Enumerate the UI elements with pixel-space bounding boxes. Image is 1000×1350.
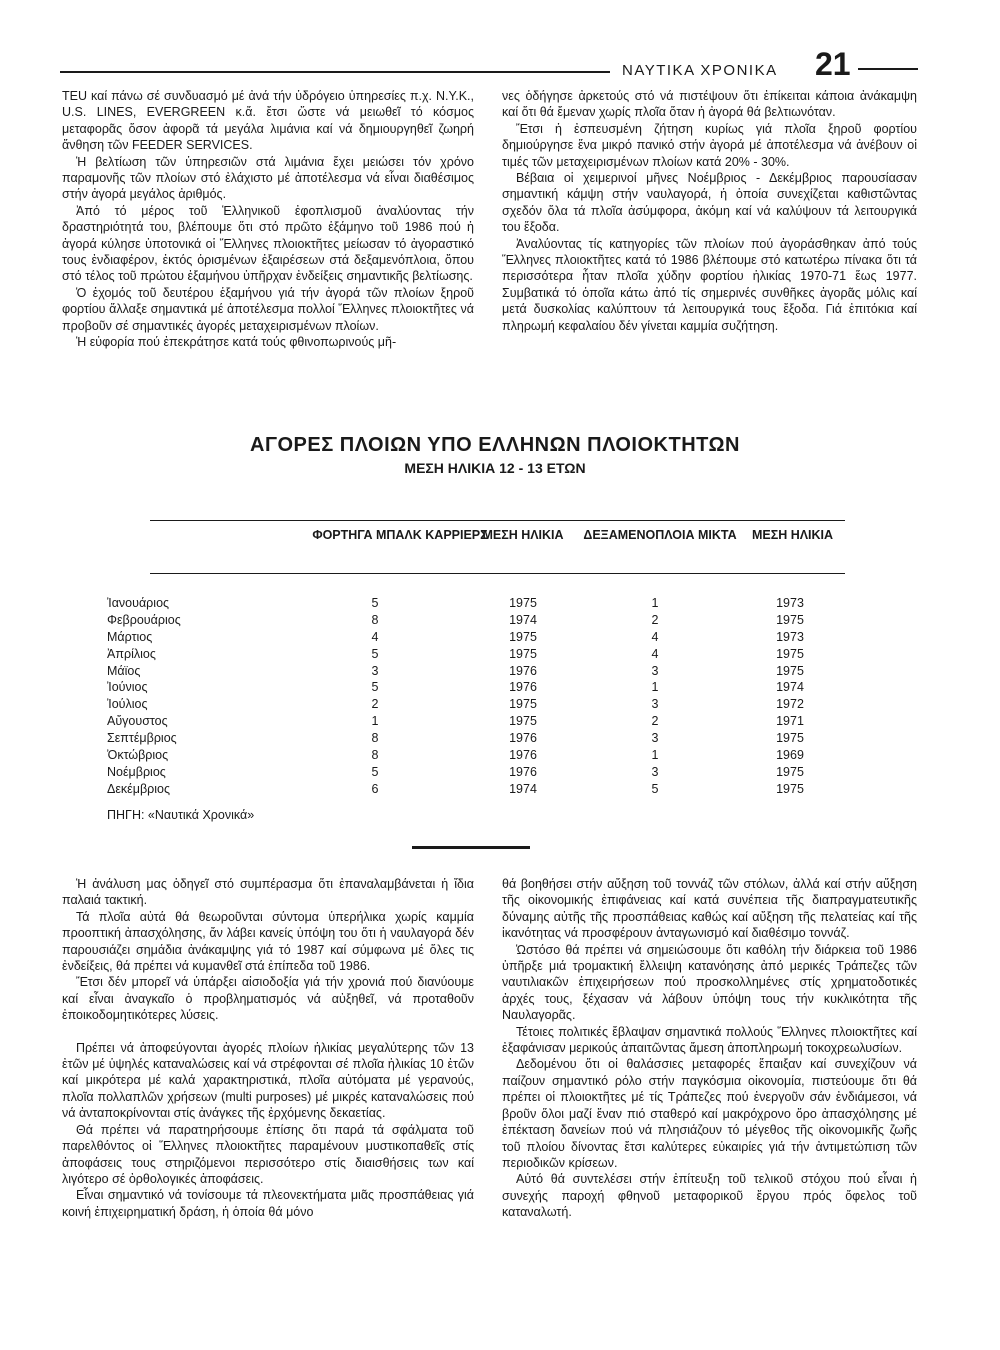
publication-name: ΝΑΥΤΙΚΑ ΧΡΟΝΙΚΑ [622,62,778,79]
table-top-rule [150,520,845,521]
bulk-carriers-count: 3 [371,663,379,678]
tankers-average-age: 1975 [776,646,804,661]
bulk-carriers-count: 4 [371,629,379,644]
tankers-average-age: 1972 [776,697,804,712]
bulk-average-age: 1976 [509,731,537,746]
table-header-rule [150,573,845,574]
header-rule-right [858,68,918,70]
paragraph: Αὐτό θά συντελέσει στήν ἐπίτευξη τοῦ τελικοῦ στόχου πού εἶναι ἡ συνεχής παροχή φθηνοῦ μεταφορικοῦ ἔργου πρός ὄφελος τοῦ καταναλωτή. [502,1172,917,1220]
table-row [0,629,1000,646]
month-cell: Μάρτιος [107,629,153,644]
page-number: 21 [815,46,851,82]
paragraph: Ἡ βελτίωση τῶν ὑπηρεσιῶν στά λιμάνια ἔχει μειώσει τόν χρόνο παραμονῆς τῶν πλοίων στό ἐλάχιστο μέ ἀποτέλεσμα νά εἶναι διαθέσιμος στήν ἀγορά μεγάλος ἀριθμός. [62,154,474,202]
tankers-count: 2 [651,714,659,729]
bulk-carriers-count: 5 [371,680,379,695]
bulk-average-age: 1976 [509,748,537,763]
table-row [0,781,1000,798]
tankers-average-age: 1969 [776,748,804,763]
column-header-bulk-carriers: ΦΟΡΤΗΓΑ ΜΠΑΛΚ ΚΑΡΡΙΕΡΣ [312,528,488,542]
bulk-average-age: 1974 [509,612,537,627]
paragraph: Βέβαια οἱ χειμερινοί μῆνες Νοέμβριος - Δεκέμβριος παρουσίασαν σημαντική κάμψη στήν ναυλαγορά, ἡ ὁποία συνεχίζεται καθιστῶντας σχεδόν ὅλα τά πλοῖα ἀσύμφορα, ἀκόμη καί νά καλύψουν τά λειτουργικά του ἔξοδα. [502,171,917,235]
table-row [0,646,1000,663]
table-row [0,730,1000,747]
section-separator [412,846,530,849]
table-row [0,612,1000,629]
tankers-count: 3 [651,764,659,779]
bulk-average-age: 1975 [509,714,537,729]
bulk-carriers-count: 5 [371,764,379,779]
tankers-average-age: 1974 [776,680,804,695]
paragraph: Δεδομένου ὅτι οἱ θαλάσσιες μεταφορές ἔπαιξαν καί συνεχίζουν νά παίζουν σημαντικό ρόλο στήν παγκόσμια οἰκονομία, πιστεύουμε ὅτι θά πρέπει οἱ πλοιοκτῆτες μέ τίς Τράπεζες πού ἐνεργοῦν σάν ἐνδιάμεσοι, νά βροῦν ὅλοι μαζί ἕναν πιό σταθερό καί μακρόχρονο ὅρο ἀπασχόλησης μέ ἐπέκταση δανείων πού νά πλησιάζουν τό μέγεθος τῆς οἰκονομικῆς ζωῆς τοῦ πλοίου δίνοντας ἔτσι καλύτερες εὐκαιρίες γιά τήν ἀντιμετώπιση τῶν περιοδικῶν κρίσεων. [502,1057,917,1170]
tankers-count: 3 [651,697,659,712]
tankers-count: 3 [651,731,659,746]
bulk-average-age: 1976 [509,764,537,779]
bulk-average-age: 1975 [509,697,537,712]
bulk-average-age: 1976 [509,663,537,678]
month-cell: Ἰούνιος [107,680,148,695]
paragraph: Τέτοιες πολιτικές ἔβλαψαν σημαντικά πολλούς Ἕλληνες πλοιοκτῆτες καί ἐξαφάνισαν μερικούς ἀπαιτῶντας ἄμεση ἀποπληρωμή τοκοχρεωλυσίων. [502,1024,917,1056]
tankers-average-age: 1975 [776,612,804,627]
tankers-count: 1 [651,680,659,695]
paragraph: θά βοηθήσει στήν αὔξηση τοῦ τοννάζ τῶν στόλων, ἀλλά καί στήν αὔξηση τῆς οἰκονομικής ἐπιφάνειας καί κατά συνέπεια τῆς διαπραγματευτικῆς δύναμης αὐτῆς τῆς προσπάθειας καθώς καί αὔξηση τῆς πελατείας καί τῆς ἱκανότητας νά προσφέρουν ἀνταγωνισμό καί διαθέσιμο τοννάζ. [502,877,917,941]
tankers-count: 4 [651,629,659,644]
tankers-count: 2 [651,612,659,627]
paragraph: Ἀναλύοντας τίς κατηγορίες τῶν πλοίων πού ἀγοράσθηκαν ἀπό τούς Ἕλληνες πλοιοκτῆτες κατά τό 1986 βλέπουμε στό κατωτέρω πίνακα ὅτι τά περισσότερα ἦταν πλοῖα χύδην φορτίου ἡλικίας 1970-71 ἕως 1977. Συμβατικά τό ὁποῖα κάτω ἀπό τίς σημερινές συνθῆκες ἀγορᾶς μόλις καί μετά δυσκολίας καλύπτουν τά λειτουργικά τους ἔξοδα. Γιά ἐπιτόκια καί πληρωμή κεφαλαίου δέν γίνεται καμμία συζήτηση. [502,236,917,333]
bulk-carriers-count: 8 [371,731,379,746]
month-cell: Μάϊος [107,663,141,678]
paragraph: Ἡ εὐφορία πού ἐπεκράτησε κατά τούς φθινοπωρινούς μῆ- [76,335,397,350]
paragraph: Θά πρέπει νά παρατηρήσουμε ἐπίσης ὅτι παρά τά σφάλματα τοῦ παρελθόντος οἱ Ἕλληνες πλοιοκτῆτες παραμένουν μυστικοπαθεῖς στίς ἀποφάσεις τους στηριζόμενοι περισσότερο στίς διαισθήσεις των καί λιγότερο σέ ὀρθολογικές ἀποφάσεις. [62,1122,474,1186]
bulk-average-age: 1975 [509,646,537,661]
table-row [0,713,1000,730]
article-bottom-left-column [62,876,474,1220]
tankers-average-age: 1975 [776,764,804,779]
bulk-average-age: 1976 [509,680,537,695]
tankers-average-age: 1975 [776,731,804,746]
paragraph: Εἶναι σημαντικό νά τονίσουμε τά πλεονεκτήματα μιᾶς προσπάθειας γιά κοινή ἐπιχειρηματική δράση, ἡ ὁποία θά μόνο [62,1188,474,1219]
month-cell: Φεβρουάριος [107,612,181,627]
paragraph: Τά πλοῖα αὐτά θά θεωροῦνται σύντομα ὑπερήλικα χωρίς καμμία προοπτική ἀπασχόλησης, ἄν λάβει κανείς ὑπόψη του ὅτι ἡ ναυλαγορά δέν παρουσιάζει σημάδια ἀνάκαμψης γιά τό 1987 καί σύμφωνα μέ ὅλες τις ἐνδείξεις, θά πρέπει νά κυμανθεῖ στά ἐπίπεδα τοῦ 1986. [62,909,474,974]
tankers-count: 5 [651,781,659,796]
article-bottom-right-column [502,876,917,1221]
tankers-average-age: 1973 [776,629,804,644]
bulk-carriers-count: 8 [371,748,379,763]
table-row [0,764,1000,781]
tankers-average-age: 1975 [776,781,804,796]
bulk-carriers-count: 5 [371,596,379,610]
tankers-average-age: 1973 [776,596,804,610]
tankers-count: 1 [651,596,659,610]
column-header-tankers: ΔΕΞΑΜΕΝΟΠΛΟΙΑ ΜΙΚΤΑ [583,528,737,542]
month-cell: Ὀκτώβριος [107,748,169,763]
tankers-count: 4 [651,646,659,661]
bulk-carriers-count: 6 [371,781,379,796]
paragraph: Ἀπό τό μέρος τοῦ Ἑλληνικοῦ ἐφοπλισμοῦ ἀναλύοντας τήν δραστηριότητά του, βλέπουμε ὅτι στό πρῶτο ἑξάμηνο τοῦ 1986 πού ἡ ἀγορά κύλησε ὑποτονικά οἱ Ἕλληνες πλοιοκτῆτες μείωσαν τό ἀγοραστικό τους ἐνδιαφέρον, ἐκτός ὁρισμένων ἐξαιρέσεων στά δεξαμενόπλοια, ὅπου στό τέλος τοῦ πρώτου ἑξαμήνου ὑπῆρχαν ἐνδείξεις σημαντικῆς βελτίωσης. [62,203,474,284]
bulk-carriers-count: 8 [371,612,379,627]
paragraph: Ἔτσι δέν μπορεῖ νά ὑπάρξει αἰσιοδοξία γιά τήν χρονιά πού διανύουμε καί εἶναι ἀναγκαῖο ὁ προβληματισμός νά αὐξηθεῖ, νά προταθοῦν ἐποικοδομητικότερες λύσεις. [62,975,474,1023]
table-row [0,696,1000,713]
table-row [0,663,1000,680]
paragraph: Ἔτσι ἡ ἐσπευσμένη ζήτηση κυρίως γιά πλοῖα ξηροῦ φορτίου δημιούργησε ἕνα μικρό πανικό στήν ἀγορά μέ ἀποτέλεσμα νά ἀνέβουν οἱ τιμές τῶν μεταχειρισμένων πλοίων κατά 20% - 30%. [502,121,917,169]
month-cell: Σεπτέμβριος [107,731,177,746]
table-subtitle: ΜΕΣΗ ΗΛΙΚΙΑ 12 - 13 ΕΤΩΝ [404,460,586,476]
tankers-count: 3 [651,663,659,678]
article-top-right-column [502,88,917,334]
paragraph: Ἡ ἀνάλυση μας ὁδηγεῖ στό συμπέρασμα ὅτι ἐπαναλαμβάνεται ἡ ἴδια παλαιά τακτική. [62,877,474,908]
bulk-carriers-count: 5 [371,646,379,661]
paragraph: Ὁ ἐχομός τοῦ δευτέρου ἑξαμήνου γιά τήν ἀγορά τῶν πλοίων ξηροῦ φορτίου ἄλλαξε σημαντικά μέ ἀποτέλεσμα πολλοί Ἕλληνες πλοιοκτῆτες νά προβοῦν σέ σημαντικές ἀγορές μεταχειρισμένων πλοίων. [62,285,474,333]
table-row [0,747,1000,764]
paragraph: Ὡστόσο θά πρέπει νά σημειώσουμε ὅτι καθόλη τήν διάρκεια τοῦ 1986 ὑπῆρξε μιά τρομακτική ἔλλειψη κατανόησης ἀπό μερικές Τράπεζες τῶν ναυτιλιακῶν ἐπιχειρήσεων πού προσκολλημένες στίς χρηματοδοτικές ἀρχές τους, ξέχασαν νά λάβουν ὑπόψη τους τήν κυκλικότητα τῆς Ναυλαγορᾶς. [502,942,917,1023]
bulk-carriers-count: 1 [371,714,379,729]
month-cell: Δεκέμβριος [107,781,171,796]
bulk-carriers-count: 2 [371,697,379,712]
header-rule-left [60,71,610,73]
month-cell: Ἀπρίλιος [107,646,156,661]
table-source: ΠΗΓΗ: «Ναυτικά Χρονικά» [107,808,255,822]
paragraph: TEU καί πάνω σέ συνδυασμό μέ ἀνά τήν ὑδρόγειο ὑπηρεσίες π.χ. N.Y.K., U.S. LINES, EVERGREEN κ.ἄ. ἔτσι ὥστε νά μειωθεῖ τό κόσμος μεταφορᾶς ὅσον ἀφορᾶ τά μεγάλα λιμάνια καί νά δημιουργηθεῖ ζωηρή ἄνθηση τῶν FEEDER SERVICES. [62,89,474,153]
table-row [0,595,1000,612]
bulk-average-age: 1975 [509,629,537,644]
month-cell: Ἰανουάριος [107,596,170,610]
table-title: ΑΓΟΡΕΣ ΠΛΟΙΩΝ ΥΠΟ ΕΛΛΗΝΩΝ ΠΛΟΙΟΚΤΗΤΩΝ [250,434,740,456]
table-body [0,595,1000,798]
column-header-average-age: ΜΕΣΗ ΗΛΙΚΙΑ [482,528,564,542]
paragraph: Πρέπει νά ἀποφεύγονται ἀγορές πλοίων ἡλικίας μεγαλύτερης τῶν 13 ἐτῶν μέ ὑψηλές καταναλώσεις καί νά στρέφονται σέ πλοῖα ἡλικίας 10 ἐτῶν καί μικρότερα μέ καλά χαρακτηριστικά, πλοῖα αὐτόματα μέ γερανούς, πλοῖα πολλαπλῶν χρήσεων (multi purposes) μέ μικρές καταναλώσεις πού νά ἀνταποκρίνονται στίς ἀνάγκες τῆς ἐρχόμενης δεκαετίας. [62,1040,474,1121]
bulk-average-age: 1975 [509,596,537,610]
table-row [0,679,1000,696]
column-header-average-age: ΜΕΣΗ ΗΛΙΚΙΑ [751,528,834,542]
paragraph: νες ὁδήγησε ἀρκετούς στό νά πιστέψουν ὅτι ἐπίκειται κάποια ἀνάκαμψη καί ὅτι θά ἔμεναν χωρίς πλοῖα ὅταν ἡ ἀγορά θά βελτιωνόταν. [502,89,917,120]
month-cell: Αὔγουστος [107,714,168,729]
tankers-count: 1 [651,748,659,763]
month-cell: Νοέμβριος [107,764,166,779]
tankers-average-age: 1971 [776,714,804,729]
month-cell: Ἰούλιος [107,697,148,712]
tankers-average-age: 1975 [776,663,804,678]
bulk-average-age: 1974 [509,781,537,796]
article-top-left-column [62,88,474,351]
